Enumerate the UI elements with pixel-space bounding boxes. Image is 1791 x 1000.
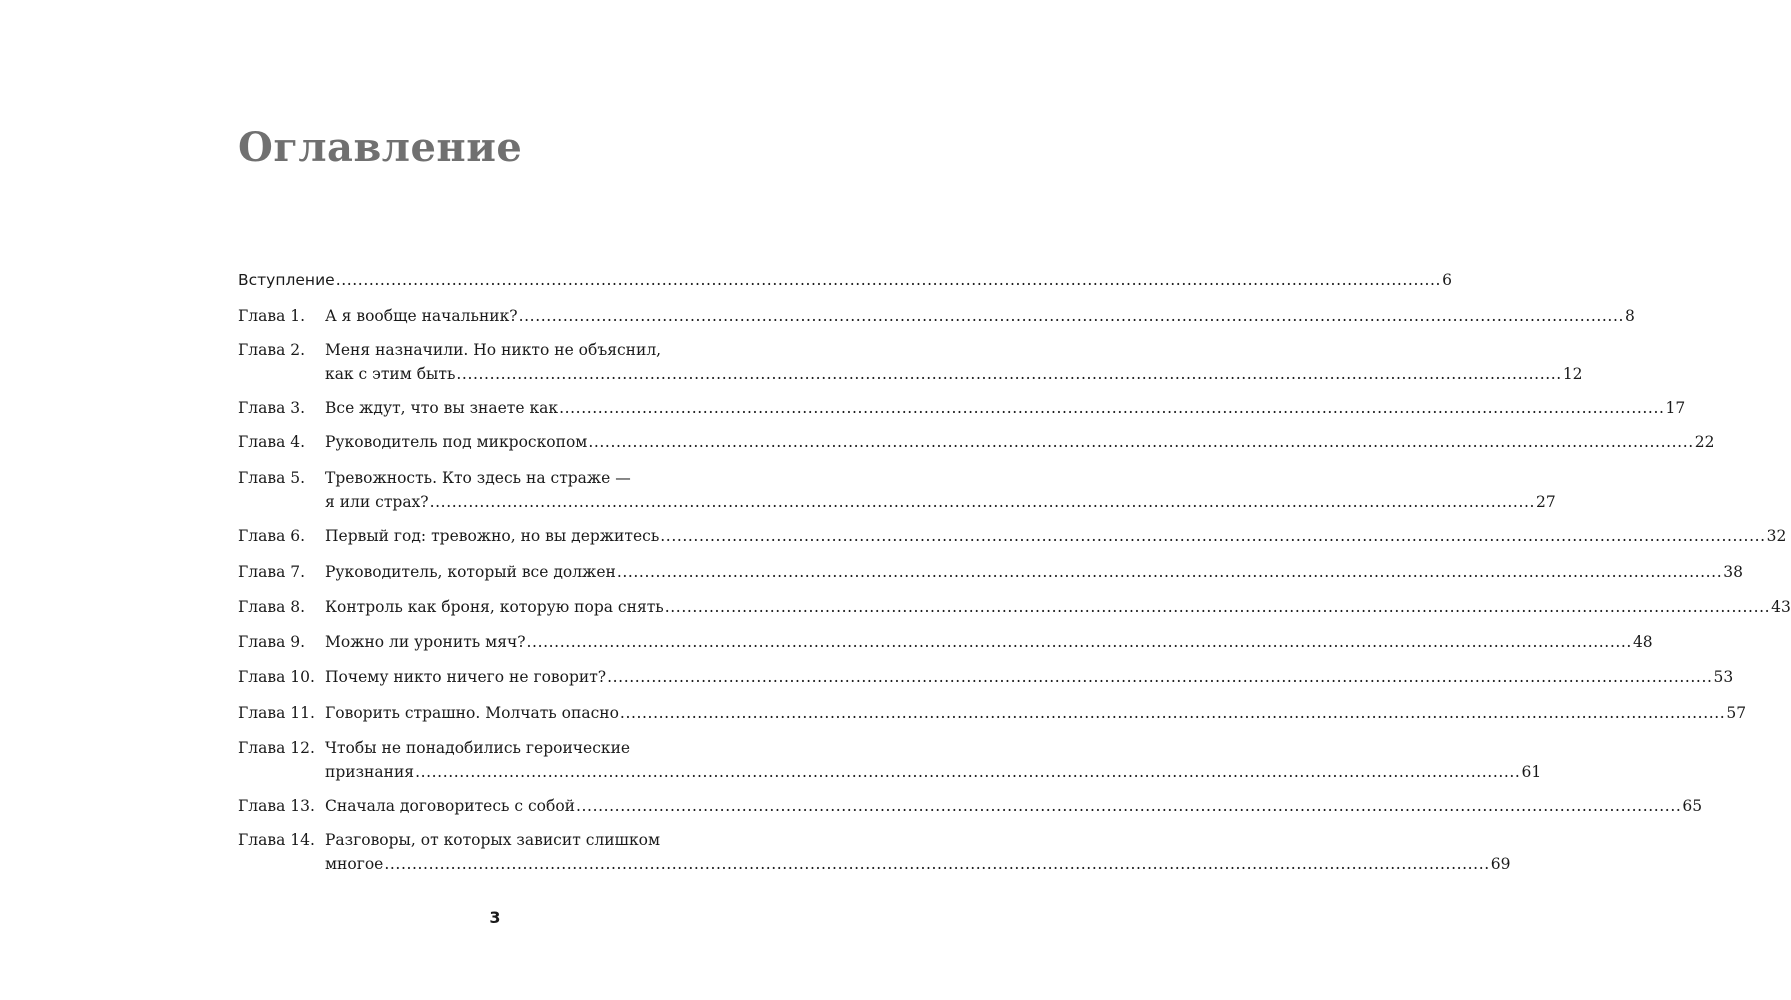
toc-entry-chapter[interactable] — [238, 630, 1653, 654]
toc-page-number: 53 — [1713, 668, 1734, 686]
toc-page-number: 48 — [1632, 633, 1653, 651]
toc-entry-title: Можно ли уронить мяч? — [325, 633, 526, 651]
toc-entry-title: Меня назначили. Но никто не объяснил, — [325, 341, 662, 359]
toc-entry-chapter[interactable] — [238, 466, 1556, 514]
toc-page-number: 38 — [1723, 563, 1743, 581]
toc-entry-chapter[interactable] — [238, 828, 1511, 876]
toc-leader-dots: ........................................................................................................................................................................................................ — [518, 307, 1625, 325]
toc-leader-dots: ........................................................................................................................................................................................................ — [559, 399, 1665, 417]
toc-entry-title: Контроль как броня, которую пора снять — [325, 598, 664, 616]
toc-entry-introduction[interactable] — [238, 268, 1452, 292]
toc-entry-chapter[interactable] — [238, 736, 1542, 784]
toc-leader-dots: ........................................................................................................................................................................................................ — [384, 855, 1490, 873]
toc-leader-dots: ........................................................................................................................................................................................................ — [456, 365, 1562, 383]
toc-entry-title: Руководитель, который все должен — [325, 563, 616, 581]
toc-entry-title: Сначала договоритесь с собой — [325, 797, 575, 815]
toc-leader-dots: ........................................................................................................................................................................................................ — [607, 668, 1713, 686]
toc-entry-title: я или страх? — [325, 493, 429, 511]
toc-page-number: 8 — [1625, 307, 1635, 325]
toc-entry-title: Говорить страшно. Молчать опасно — [325, 704, 619, 722]
toc-entry-chapter[interactable] — [238, 430, 1715, 454]
toc-page-number: 27 — [1536, 493, 1556, 511]
toc-entry-title: признания — [325, 763, 415, 781]
toc-entry-chapter[interactable] — [238, 665, 1734, 689]
toc-chapter-label: Глава 13. — [238, 797, 315, 815]
toc-page-number: 22 — [1694, 433, 1715, 451]
toc-chapter-label: Глава 12. — [238, 739, 315, 757]
page-title: Оглавление — [238, 124, 523, 171]
toc-leader-dots: ........................................................................................................................................................................................................ — [415, 763, 1521, 781]
toc-page-number: 57 — [1726, 704, 1747, 722]
toc-entry-chapter[interactable] — [238, 595, 1791, 619]
toc-entry-chapter[interactable] — [238, 338, 1583, 386]
toc-chapter-label: Глава 8. — [238, 598, 306, 616]
toc-chapter-label: Глава 7. — [238, 563, 306, 581]
toc-leader-dots: ........................................................................................................................................................................................................ — [660, 527, 1766, 545]
toc-entry-title: Чтобы не понадобились героические — [325, 739, 631, 757]
toc-entry-title: как с этим быть — [325, 365, 456, 383]
toc-entry-title: Первый год: тревожно, но вы держитесь — [325, 527, 660, 545]
toc-page-number: 32 — [1766, 527, 1787, 545]
toc-entry-chapter[interactable] — [238, 304, 1635, 328]
page-footer-number: 3 — [489, 908, 501, 927]
toc-leader-dots: ........................................................................................................................................................................................................ — [588, 433, 1694, 451]
toc-entry-title: Все ждут, что вы знаете как — [325, 399, 559, 417]
toc-entry-title: Разговоры, от которых зависит слишком — [325, 831, 661, 849]
toc-entry-title: Тревожность. Кто здесь на страже — — [325, 469, 631, 487]
toc-entry-chapter[interactable] — [238, 794, 1703, 818]
toc-entry-chapter[interactable] — [238, 396, 1686, 420]
toc-entry-chapter[interactable] — [238, 560, 1743, 584]
toc-page-number: 12 — [1562, 365, 1583, 383]
toc-chapter-label: Глава 4. — [238, 433, 306, 451]
toc-page-number: 65 — [1682, 797, 1703, 815]
toc-chapter-label: Глава 14. — [238, 831, 315, 849]
toc-page-number: 17 — [1665, 399, 1686, 417]
toc-leader-dots: ........................................................................................................................................................................................................ — [335, 271, 1442, 289]
toc-leader-dots: ........................................................................................................................................................................................................ — [526, 633, 1632, 651]
toc-entry-chapter[interactable] — [238, 701, 1747, 725]
toc-leader-dots: ........................................................................................................................................................................................................ — [664, 598, 1771, 616]
toc-chapter-label: Глава 11. — [238, 704, 315, 722]
toc-entry-title: Вступление — [238, 271, 335, 289]
toc-chapter-label: Глава 5. — [238, 469, 306, 487]
toc-page-number: 61 — [1521, 763, 1542, 781]
toc-chapter-label: Глава 1. — [238, 307, 306, 325]
toc-chapter-label: Глава 9. — [238, 633, 306, 651]
toc-entry-chapter[interactable] — [238, 524, 1787, 548]
toc-chapter-label: Глава 2. — [238, 341, 306, 359]
toc-page-number: 69 — [1490, 855, 1511, 873]
toc-entry-title: Руководитель под микроскопом — [325, 433, 588, 451]
toc-leader-dots: ........................................................................................................................................................................................................ — [429, 493, 1536, 511]
toc-leader-dots: ........................................................................................................................................................................................................ — [575, 797, 1682, 815]
toc-chapter-label: Глава 6. — [238, 527, 306, 545]
toc-entry-title: многое — [325, 855, 384, 873]
toc-entry-title: А я вообще начальник? — [325, 307, 518, 325]
toc-entry-title: Почему никто ничего не говорит? — [325, 668, 607, 686]
toc-chapter-label: Глава 10. — [238, 668, 315, 686]
toc-leader-dots: ........................................................................................................................................................................................................ — [616, 563, 1723, 581]
toc-leader-dots: ........................................................................................................................................................................................................ — [619, 704, 1726, 722]
toc-chapter-label: Глава 3. — [238, 399, 306, 417]
toc-page-number: 6 — [1442, 271, 1452, 289]
toc-page-number: 43 — [1771, 598, 1791, 616]
